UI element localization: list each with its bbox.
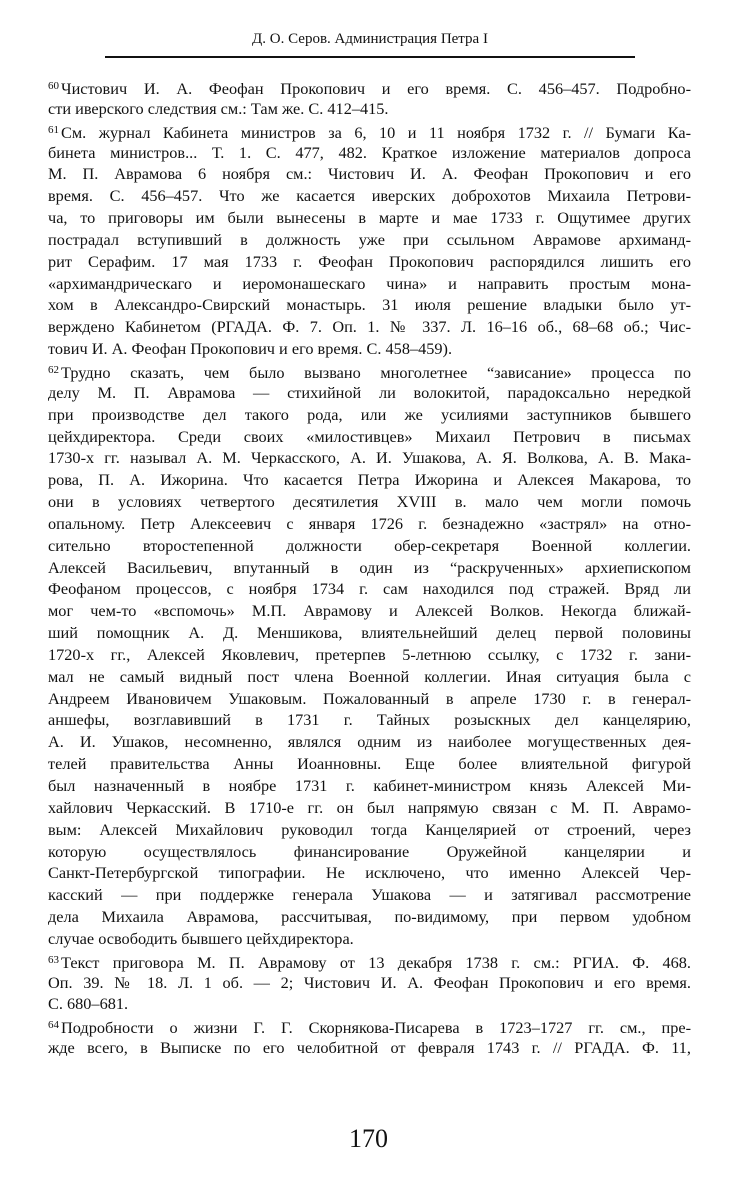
footnote-line: вым: Алексей Михайлович руководил тогда Канцелярией от строений, через: [48, 819, 691, 839]
footnote-text: Подробности о жизни Г. Г. Скорнякова-Писарева в 1723–1727 гг. см., пре-: [61, 1018, 691, 1038]
footnote-number: 62: [48, 363, 59, 376]
footnote-number: 61: [48, 123, 59, 136]
footnote-line: жде всего, в Выписке по его челобитной от февраля 1743 г. // РГАДА. Ф. 11,: [48, 1038, 691, 1058]
footnote-63: [48, 950, 691, 1016]
footnote-text: Трудно сказать, чем было вызвано многолетнее “зависание» процесса по: [61, 362, 691, 382]
footnote-line: С. 680–681.: [48, 994, 129, 1014]
footnote-line: хом в Александро-Свирский монастырь. 31 июля решение владыки было ут-: [48, 295, 691, 315]
footnote-line: Алексей Васильевич, впутанный в один из “раскрученных» архиепископом: [48, 557, 691, 577]
footnote-line: [48, 1015, 691, 1037]
footnote-line: рит Серафим. 17 мая 1733 г. Феофан Прокопович распорядился лишить его: [48, 251, 691, 271]
footnote-line: 1720-х гг., Алексей Яковлевич, претерпев 5-летнюю ссылку, с 1732 г. зани-: [48, 644, 691, 664]
footnote-line: бинета министров... Т. 1. С. 477, 482. Краткое изложение материалов допроса: [48, 142, 691, 162]
footnote-line: «архимандрическаго и иеромонашескаго чина» и направить простым мона-: [48, 273, 691, 293]
footnote-line: телей правительства Анны Иоанновны. Еще более влиятельной фигурой: [48, 754, 691, 774]
footnote-line: аншефы, возглавивший в 1731 г. Тайных розыскных дел канцелярию,: [48, 710, 691, 730]
footnote-line: ча, то приговоры им были вынесены в марте и мае 1733 г. Ощутимее других: [48, 208, 691, 228]
footnote-line: тович И. А. Феофан Прокопович и его время. С. 458–459).: [48, 339, 453, 359]
header-rule: [105, 56, 635, 58]
footnote-line: делу М. П. Аврамова — стихийной ли волокитой, парадоксально нередкой: [48, 382, 691, 402]
footnote-line: время. С. 456–457. Что же касается иверских доброхотов Михаила Петрови-: [48, 186, 691, 206]
footnote-line: дела Михаила Аврамова, рассчитывая, по-видимому, при первом удобном: [48, 907, 691, 927]
footnote-line: А. И. Ушаков, несомненно, являлся одним из наиболее могущественных дея-: [48, 732, 691, 752]
footnote-line: мал не самый видный пост члена Военной коллегии. Иная ситуация была с: [48, 666, 691, 686]
footnote-line: [48, 120, 691, 142]
footnote-text: Чистович И. А. Феофан Прокопович и его время. С. 456–457. Подробно-: [61, 79, 691, 98]
footnote-line: сительно второстепенной должности обер-секретаря Военной коллегии.: [48, 535, 691, 555]
footnote-line: [48, 76, 691, 98]
footnote-line: которую осуществлялось финансирование Оружейной канцелярии и: [48, 841, 691, 861]
footnote-text: См. журнал Кабинета министров за 6, 10 и 11 ноября 1732 г. // Бумаги Ка-: [61, 122, 691, 142]
footnote-64: [48, 1015, 691, 1059]
footnote-line: пострадал вступивший в должность уже при ссыльном Аврамове архиманд-: [48, 229, 691, 249]
footnote-number: 64: [48, 1019, 59, 1032]
footnote-number: 63: [48, 953, 59, 966]
page-number: 170: [349, 1124, 388, 1153]
footnote-line: они в условиях четвертого десятилетия XVIII в. мало чем могли помочь: [48, 492, 691, 512]
footnote-line: был назначенный в ноябре 1731 г. кабинет-министром князь Алексей Ми-: [48, 776, 691, 795]
footnote-line: цейхдиректора. Среди своих «милостивцев» Михаил Петрович в письмах: [48, 426, 691, 446]
footnote-line: при производстве дел такого рода, или же усилиями заступников бывшего: [48, 404, 691, 424]
footnote-line: рова, П. А. Ижорина. Что касается Петра Ижорина и Алексея Макарова, то: [48, 470, 691, 490]
footnote-line: верждено Кабинетом (РГАДА. Ф. 7. Оп. 1. № 337. Л. 16–16 об., 68–68 об.; Чис-: [48, 317, 691, 337]
footnote-line: ший помощник А. Д. Меншикова, влиятельнейший делец первой половины: [48, 623, 691, 643]
footnote-line: касский — при поддержке генерала Ушакова — и затягивал рассмотрение: [48, 885, 691, 905]
footnote-line: опальному. Петр Алексеевич с января 1726 г. безнадежно «застрял» на отно-: [48, 513, 691, 533]
footnote-line: Андреем Ивановичем Ушаковым. Пожалованный в апреле 1730 г. в генерал-: [48, 688, 691, 708]
footnote-line: 1730-х гг. называл А. М. Черкасского, А. И. Ушакова, А. Я. Волкова, А. В. Мака-: [48, 448, 691, 468]
footnote-line: случае освободить бывшего цейхдиректора.: [48, 928, 354, 948]
footnote-line: Феофаном процессов, с ноября 1734 г. сам находился под стражей. Вряд ли: [48, 579, 691, 599]
footnote-number: 60: [48, 80, 59, 92]
footnote-60: [48, 76, 691, 120]
footnote-line: [48, 360, 691, 382]
footnote-line: хайлович Черкасский. В 1710-е гг. он был напрямую связан с М. П. Аврамо-: [48, 797, 691, 817]
footnote-line: сти иверского следствия см.: Там же. С. 412–415.: [48, 98, 389, 118]
footnote-line: мог чем-то «вспомочь» М.П. Аврамову и Алексей Волков. Некогда ближай-: [48, 601, 691, 621]
footnotes-block: [48, 76, 691, 1059]
footnote-text: Текст приговора М. П. Аврамову от 13 декабря 1738 г. см.: РГИА. Ф. 468.: [61, 952, 691, 972]
footnote-line: Оп. 39. № 18. Л. 1 об. — 2; Чистович И. А. Феофан Прокопович и его время.: [48, 972, 691, 992]
footnote-61: [48, 120, 691, 360]
footnote-line: М. П. Аврамова 6 ноября см.: Чистович И. А. Феофан Прокопович и его: [48, 164, 691, 184]
footnote-line: Санкт-Петербургской типографии. Не исключено, что именно Алексей Чер-: [48, 863, 691, 883]
running-head: Д. О. Серов. Администрация Петра I: [252, 31, 488, 47]
footnote-62: [48, 360, 691, 950]
footnote-line: [48, 950, 691, 972]
